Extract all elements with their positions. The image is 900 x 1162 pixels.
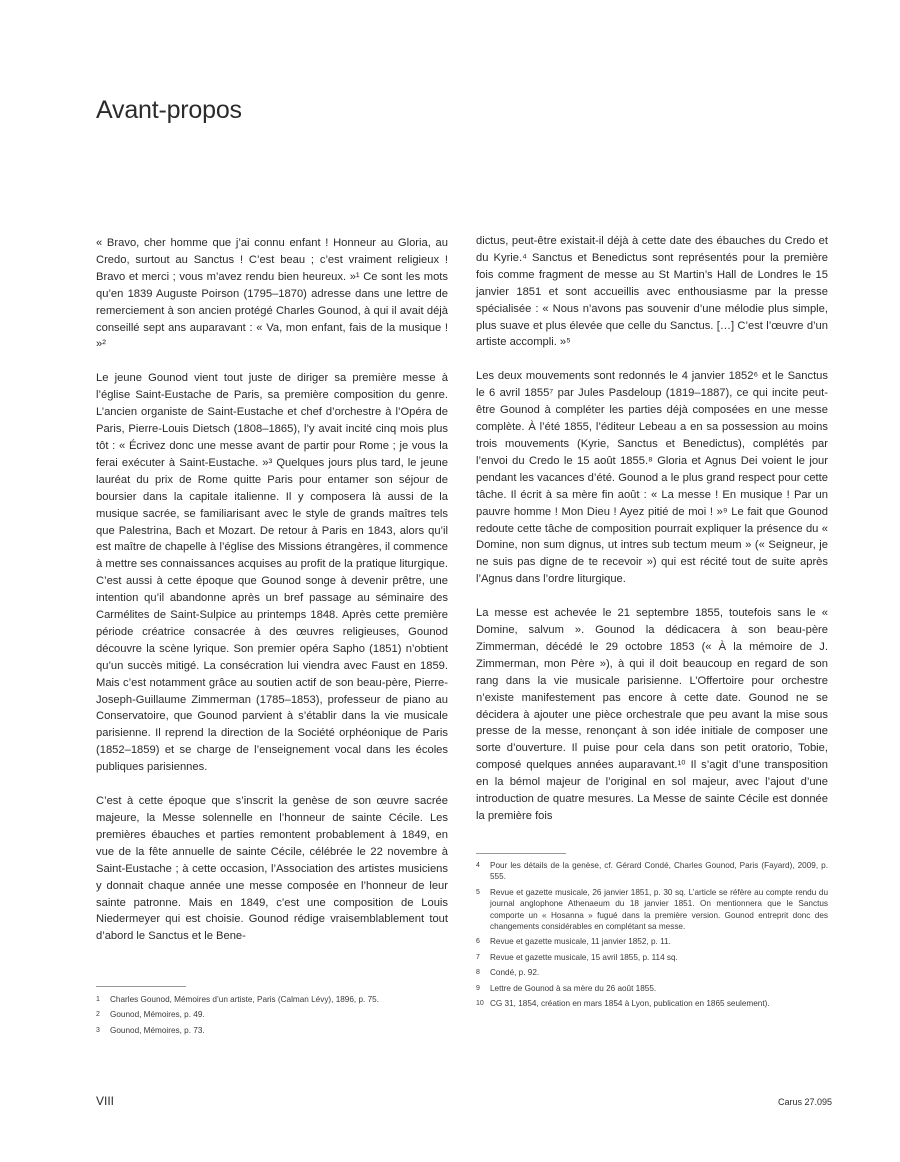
right-column bbox=[476, 233, 828, 842]
footnote-number: 6 bbox=[476, 938, 480, 946]
footnote-number: 8 bbox=[476, 969, 480, 977]
footnote-text: Condé, p. 92. bbox=[490, 968, 540, 978]
footnote-number: 9 bbox=[476, 984, 480, 992]
paragraph-composition: Les deux mouvements sont redonnés le 4 janvier 1852⁶ et le Sanctus le 6 avril 1855⁷ par Jules Pasdeloup (1819–1887), ce qui incite peut-être Gounod à compléter les parties déjà composées en une messe complète. À l’été 1855, l’éditeur Lebeau a en sa possession au moins trois mouvements (Kyrie, Sanctus et Benedictus), complétés par l’envoi du Credo le 15 août 1855.⁸ Gloria et Agnus Dei voient le jour pendant les vacances d’été. Gounod a le plus grand respect pour cette tâche. Il écrit à sa mère fin août : « La messe ! En musique ! Par un pauvre homme ! Mon Dieu ! Ayez pitié de moi ! »⁹ Le fait que Gounod redoute cette tâche de composition pourrait expliquer la présence du « Domine, non sum dignus, ut intres sub tectum meum » (« Seigneur, je ne suis pas digne de te recevoir ») qui est récité tout de suite après l’Agnus dans l’ordre liturgique. bbox=[476, 370, 828, 586]
footnote bbox=[96, 994, 448, 1005]
footnote bbox=[476, 967, 828, 978]
footnote-text: Gounod, Mémoires, p. 73. bbox=[110, 1025, 205, 1035]
footnote bbox=[96, 1009, 448, 1020]
footnote-text: Charles Gounod, Mémoires d’un artiste, Paris (Calman Lévy), 1896, p. 75. bbox=[110, 995, 379, 1004]
footnote-text: Revue et gazette musicale, 26 janvier 1851, p. 30 sq. L’article se réfère au compte rendu du journal anglophone Athenaeum du 18 janvier 1851. On mentionnera que le Sanctus comporte un « Hosanna » fugué dans la première version. Gounod entreprit donc des changements considérables en complétant sa messe. bbox=[490, 887, 828, 932]
footnote-text: Pour les détails de la genèse, cf. Gérard Condé, Charles Gounod, Paris (Fayard), 2009, p. 555. bbox=[490, 861, 828, 882]
footnote bbox=[476, 936, 828, 947]
footnote bbox=[476, 998, 828, 1009]
footnotes-left bbox=[96, 994, 448, 1040]
paragraph-intro-quote: « Bravo, cher homme que j’ai connu enfant ! Honneur au Gloria, au Credo, surtout au Sanctus ! C’est beau ; c’est vraiment religieux ! Bravo et merci ; vous m’avez rendu bien heureux. »¹ Ce sont les mots qu’en 1839 Auguste Poirson (1795–1870) adresse dans une lettre de remerciement à son ancien protégé Charles Gounod, à qui il avait déjà conseillé sept ans auparavant : « Va, mon enfant, fais de la musique ! »² bbox=[96, 237, 448, 351]
footnote bbox=[476, 860, 828, 883]
catalog-number: Carus 27.095 bbox=[777, 1097, 832, 1107]
footnote-number: 7 bbox=[476, 953, 480, 961]
footnote-number: 2 bbox=[96, 1011, 100, 1019]
footnote bbox=[476, 983, 828, 994]
footnote-text: Lettre de Gounod à sa mère du 26 août 1855. bbox=[490, 983, 657, 993]
footnote-rule-right bbox=[476, 853, 566, 854]
page-title: Avant-propos bbox=[96, 96, 242, 124]
paragraph-genesis: C’est à cette époque que s’inscrit la genèse de son œuvre sacrée majeure, la Messe solennelle en l’honneur de sainte Cécile. Les premières ébauches et parties remontent probablement à 1849, en vue de la fête annuelle de sainte Cécile, célébrée le 22 novembre à Saint-Eustache ; à cette occasion, l’Association des artistes musiciens y donnait chaque année une messe composée en l’honneur de leur sainte patronne. Mais en 1849, c’est une composition de Louis Niedermeyer qui est choisie. Gounod rédige vraisemblablement tout d’abord le Sanctus et le Bene- bbox=[96, 795, 448, 943]
footnote-text: Gounod, Mémoires, p. 49. bbox=[110, 1010, 205, 1020]
footnote-number: 3 bbox=[96, 1026, 100, 1034]
footnote-number: 5 bbox=[476, 888, 480, 896]
paragraph-london-premiere: dictus, peut-être existait-il déjà à cette date des ébauches du Credo et du Kyrie.⁴ Sanctus et Benedictus sont représentés pour la première fois comme fragment de messe au St Martin’s Hall de Londres le 15 janvier 1851 et sont accueillis avec enthousiasme par la presse spécialisée : « Nous n’avons pas souvenir d’une mélodie plus simple, plus suave et plus élevée que celle du Sanctus. […] C’est l’œuvre d’un artiste accompli. »⁵ bbox=[476, 235, 828, 349]
footnote-number: 4 bbox=[476, 862, 480, 869]
paragraph-early-career: Le jeune Gounod vient tout juste de diriger sa première messe à l’église Saint-Eustache de Paris, sa première composition du genre. L’ancien organiste de Saint-Eustache et chef d’orchestre à l’Opéra de Paris, Pierre-Louis Dietsch (1808–1865), l’y avait incité cinq mois plus tôt : « Écrivez donc une messe avant de partir pour Rome ; je vous la ferai exécuter à Saint-Eustache. »³ Quelques jours plus tard, le jeune lauréat du prix de Rome quitte Paris pour entamer son séjour de boursier dans la capitale italienne. Il y composera là aussi de la musique sacrée, se familiarisant avec le style de grands maîtres tels que Palestrina, Bach et Mozart. De retour à Paris en 1843, alors qu’il est maître de chapelle à l’église des Missions étrangères, il commence à mettre ses connaissances acquises au profit de la pratique liturgique. C’est aussi à cette époque que Gounod songe à devenir prêtre, une intention qu’il abandonne après un bref passage au séminaire des Carmélites de Saint-Sulpice au printemps 1848. Après cette première période créatrice consacrée à des œuvres religieuses, Gounod découvre la scène lyrique. Son premier opéra Sapho (1851) n’obtient qu’un succès mitigé. La consécration lui viendra avec Faust en 1859. Mais c’est notamment grâce au soutien actif de son beau-père, Pierre-Joseph-Guillaume Zimmerman (1785–1853), professeur de piano au Conservatoire, que Gounod parvient à s’établir dans la vie musicale parisienne. Il reprend la direction de la Société orphéonique de Paris (1852–1859) et se charge de l’enseignement vocal dans les écoles publiques parisiennes. bbox=[96, 372, 448, 774]
footnote bbox=[476, 887, 828, 933]
footnote-text: Revue et gazette musicale, 15 avril 1855, p. 114 sq. bbox=[490, 952, 678, 962]
footnote-text: CG 31, 1854, création en mars 1854 à Lyon, publication en 1865 seulement). bbox=[490, 999, 770, 1009]
footnote-rule-left bbox=[96, 986, 186, 987]
footnote-number: 10 bbox=[476, 1000, 484, 1008]
footnote-text: Revue et gazette musicale, 11 janvier 1852, p. 11. bbox=[490, 937, 671, 947]
footnotes-right bbox=[476, 860, 828, 1013]
footnote bbox=[476, 952, 828, 963]
left-column bbox=[96, 235, 448, 962]
footnote-number: 1 bbox=[96, 996, 100, 1003]
page-number: VIII bbox=[96, 1094, 115, 1108]
paragraph-completion: La messe est achevée le 21 septembre 1855, toutefois sans le « Domine, salvum ». Gounod la dédicacera à son beau-père Zimmerman, décédé le 29 octobre 1853 (« À la mémoire de J. Zimmerman, mon Père »), à qui il doit beaucoup en regard de son rang dans la vie musicale parisienne. L’Offertoire pour orchestre n’existe manifestement pas encore à cette date. Gounod ne se décidera à ajouter une pièce orchestrale que peu avant la mise sous presse de la messe, renonçant à son idée initiale de composer une sorte d’ouverture. Il puise pour cela dans son petit oratorio, Tobie, composé quelques années auparavant.¹⁰ Il s’agit d’une transposition en la bémol majeur de l’original en sol majeur, avec l’ajout d’une introduction de quatre mesures. La Messe de sainte Cécile est donnée la première fois bbox=[476, 607, 828, 822]
footnote bbox=[96, 1025, 448, 1036]
